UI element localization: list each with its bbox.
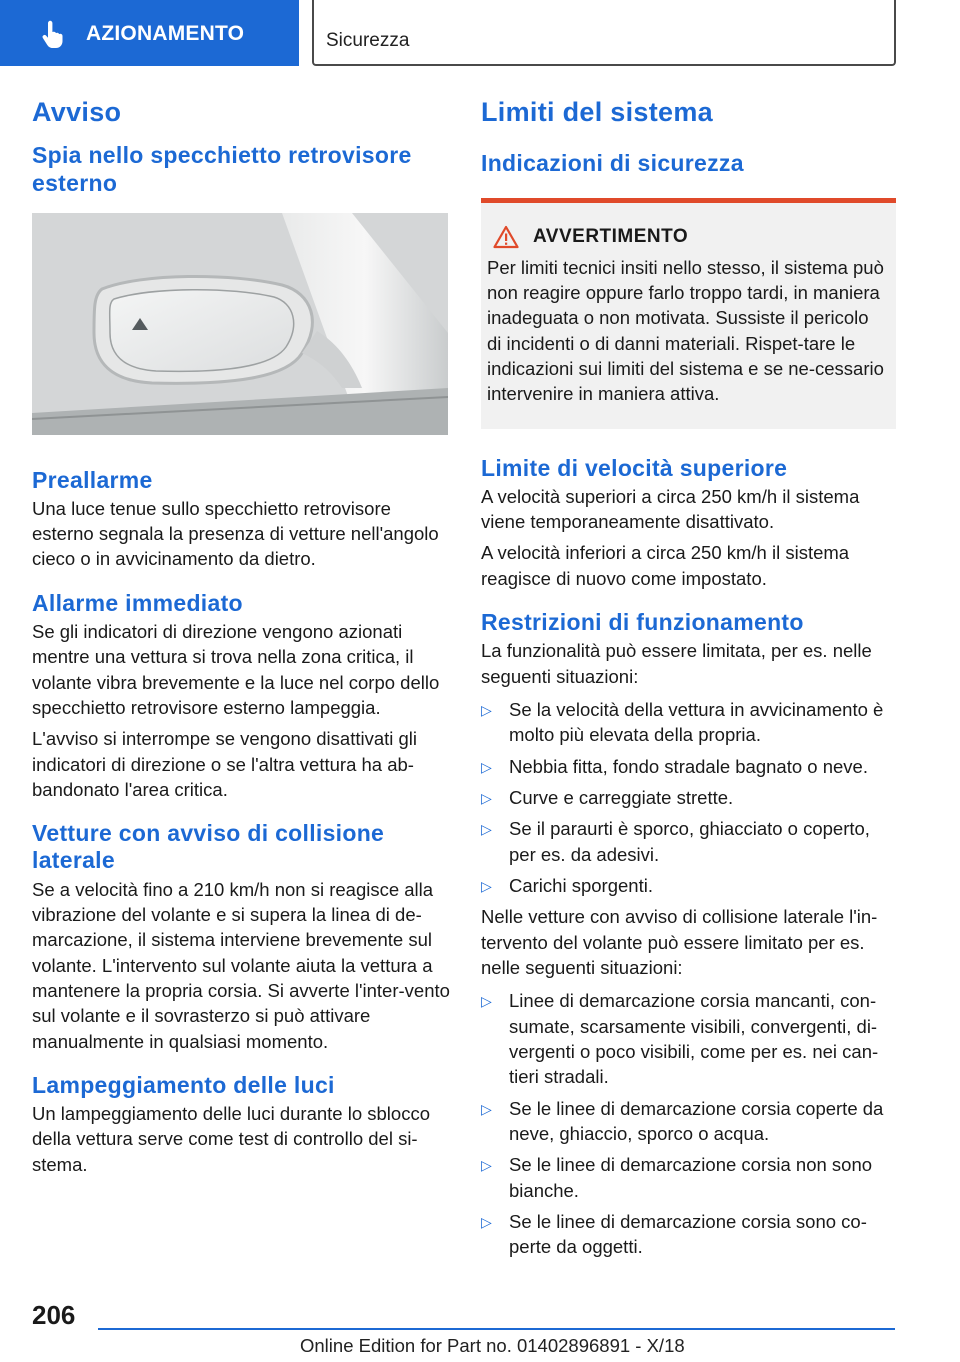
chapter-tab[interactable] <box>312 0 896 66</box>
left-column <box>32 96 450 1177</box>
warning-label: AVVERTIMENTO <box>533 225 689 247</box>
warning-triangle-icon <box>493 225 519 249</box>
collision-warning-text: Se a velocità fino a 210 km/h non si reagisce alla vibrazione del volante e si supera la linea di de-marcazione, il sistema interviene brevemente sul volante. L'intervento sul volante aiuta la vettura a mantenere la propria corsia. Si avverte l'inter-vento sul volante e il sovrasterzo si può attivare manualmente in qualsiasi momento. <box>32 878 450 1052</box>
bullet-arrow-icon: ▷ <box>481 1214 492 1231</box>
collision-warning-title: Vetture con avviso di collisione laterale <box>32 820 385 874</box>
immediate-alarm-title: Allarme immediato <box>32 589 243 616</box>
warning-box <box>481 198 896 429</box>
section-title-avviso: Avviso <box>32 97 122 127</box>
mirror-illustration <box>32 213 448 435</box>
bullet-arrow-icon: ▷ <box>481 758 492 775</box>
section-label: AZIONAMENTO <box>86 22 245 45</box>
right-column <box>481 96 896 1266</box>
page-number: 206 <box>32 1300 76 1330</box>
chapter-label: Sicurezza <box>326 30 410 51</box>
bullet-arrow-icon: ▷ <box>481 701 492 718</box>
bullet-arrow-icon: ▷ <box>481 1100 492 1117</box>
list-item: ▷ Se il paraurti è sporco, ghiacciato o coperto, per es. da adesivi. <box>481 818 870 865</box>
safety-notes-title: Indicazioni di sicurezza <box>481 150 744 177</box>
immediate-alarm-text-2: L'avviso si interrompe se vengono disattivati gli indicatori di direzione o se l'altra vettura ha ab-bandonato l'area critica. <box>32 728 418 800</box>
page-header <box>0 0 960 66</box>
list-item: ▷ Se le linee di demarcazione corsia non sono bianche. <box>481 1154 873 1201</box>
restrictions-title: Restrizioni di funzionamento <box>481 609 804 636</box>
light-flash-title: Lampeggiamento delle luci <box>32 1071 335 1098</box>
list-item: ▷ Linee di demarcazione corsia mancanti, con-sumate, scarsamente visibili, convergenti, di-vergenti o poco visibili, come per es. nei can-tieri stradali. <box>481 990 879 1088</box>
footer-divider <box>98 1328 895 1330</box>
immediate-alarm-text-1: Se gli indicatori di direzione vengono azionati mentre una vettura si trova nella zona critica, il volante vibra brevemente e la luce nel corpo dello specchietto retrovisore esterno lampeggia. <box>32 620 440 718</box>
bullet-arrow-icon: ▷ <box>481 877 492 894</box>
collision-limits-intro: Nelle vetture con avviso di collisione laterale l'in-tervento del volante può essere limitato per es. nelle seguenti situazioni: <box>481 906 878 978</box>
list-item: ▷ Se le linee di demarcazione corsia coperte da neve, ghiaccio, sporco o acqua. <box>481 1097 884 1145</box>
bullet-arrow-icon: ▷ <box>481 1157 492 1174</box>
subtitle-mirror-light: Spia nello specchietto retrovisore esterno <box>32 142 412 196</box>
list-item: ▷ Curve e carreggiate strette. <box>481 785 896 810</box>
restrictions-intro: La funzionalità può essere limitata, per es. nelle seguenti situazioni: <box>481 640 872 687</box>
edition-note: Online Edition for Part no. 01402896891 - X/18 <box>300 1335 685 1356</box>
side-mirror-image <box>32 213 448 435</box>
list-item: ▷ Se le linee di demarcazione corsia sono co-perte da oggetti. <box>481 1211 867 1258</box>
light-flash-text: Un lampeggiamento delle luci durante lo sblocco della vettura serve come test di controllo del si-stema. <box>32 1103 430 1175</box>
restrictions-list <box>481 697 896 898</box>
section-title-system-limits: Limiti del sistema <box>481 97 713 127</box>
speed-limit-title: Limite di velocità superiore <box>481 454 788 481</box>
hand-pointer-icon <box>38 20 68 50</box>
list-item: ▷ Se la velocità della vettura in avvicinamento è molto più elevata della propria. <box>481 698 884 746</box>
warning-header <box>487 225 888 249</box>
bullet-arrow-icon: ▷ <box>481 821 492 838</box>
speed-limit-text-2: A velocità inferiori a circa 250 km/h il sistema reagisce di nuovo come impostato. <box>481 542 850 589</box>
bullet-arrow-icon: ▷ <box>481 789 492 806</box>
prealarm-title: Preallarme <box>32 466 153 493</box>
speed-limit-text-1: A velocità superiori a circa 250 km/h il sistema viene temporaneamente disattivato. <box>481 485 860 533</box>
list-item: ▷ Carichi sporgenti. <box>481 873 896 898</box>
warning-text: Per limiti tecnici insiti nello stesso, il sistema può non reagire oppure farlo troppo tardi, in maniera inadeguata o non motivata. Sussiste il pericolo di incidenti o di danni materiali. Rispet-tare le indicazioni sui limiti del sistema e se ne-cessario intervenire in maniera attiva. <box>487 256 884 405</box>
collision-limits-list <box>481 988 896 1259</box>
prealarm-text: Una luce tenue sullo specchietto retrovisore esterno segnala la presenza di vetture nell'angolo cieco o in avvicinamento da dietro. <box>32 497 439 570</box>
section-tab[interactable] <box>0 0 299 66</box>
list-item: ▷ Nebbia fitta, fondo stradale bagnato o neve. <box>481 754 896 779</box>
bullet-arrow-icon: ▷ <box>481 993 492 1010</box>
